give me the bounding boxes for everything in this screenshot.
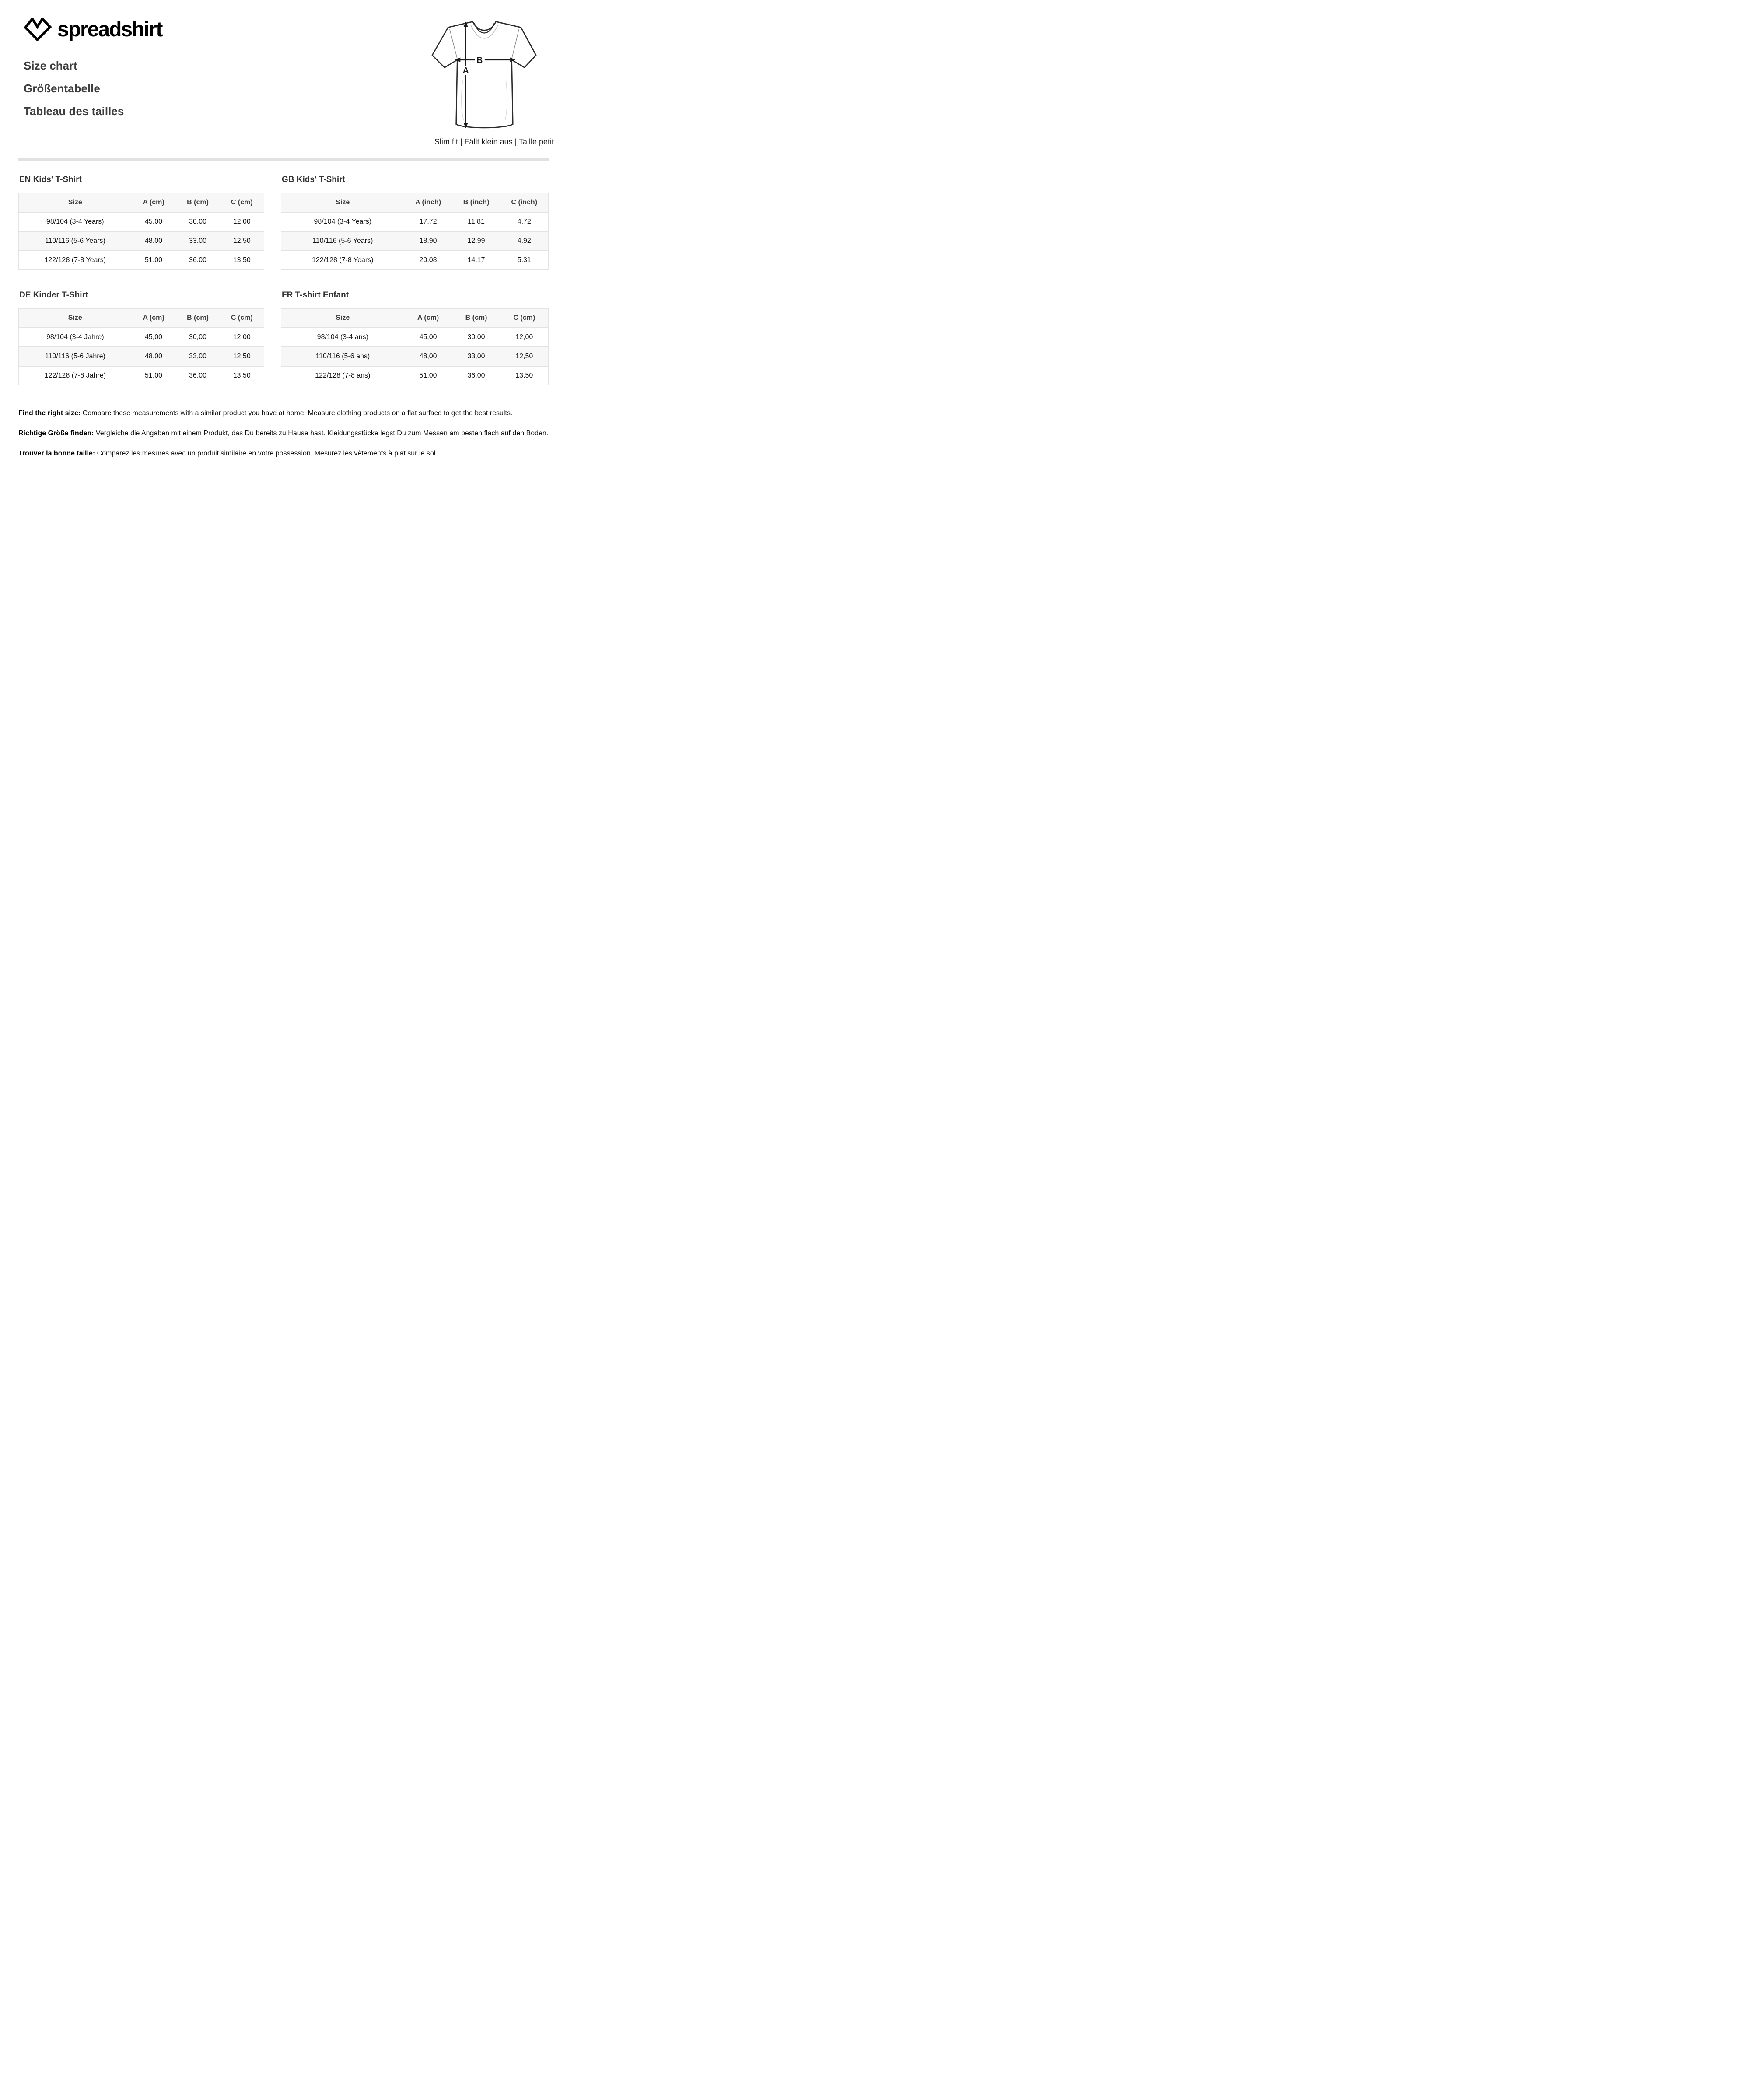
note-fr bbox=[18, 448, 549, 459]
page-title-de: Größentabelle bbox=[24, 82, 100, 95]
note-fr-text: Comparez les mesures avec un produit similaire en votre possession. Mesurez les vêtements à plat sur le sol. bbox=[95, 450, 438, 457]
section-gb bbox=[281, 175, 549, 270]
table-header-row bbox=[19, 193, 264, 213]
section-title-fr: FR T-shirt Enfant bbox=[282, 290, 349, 300]
brand-logo bbox=[24, 18, 162, 41]
note-de-text: Vergleiche die Angaben mit einem Produkt, das Du bereits zu Hause hast. Kleidungsstücke legst Du zum Messen am besten flach auf den Boden. bbox=[94, 430, 549, 437]
size-tables-grid bbox=[18, 175, 549, 385]
col-c: C (cm) bbox=[220, 193, 264, 213]
col-b: B (inch) bbox=[452, 193, 500, 213]
table-row: 122/128 (7-8 Jahre) 51,00 36,00 13,50 bbox=[19, 366, 264, 385]
col-b: B (cm) bbox=[176, 193, 220, 213]
col-b: B (cm) bbox=[452, 309, 500, 328]
size-table-de bbox=[18, 308, 264, 385]
size-table-fr bbox=[281, 308, 549, 385]
section-title-en: EN Kids' T-Shirt bbox=[19, 175, 82, 184]
note-fr-lead: Trouver la bonne taille: bbox=[18, 450, 95, 457]
diagram-label-b: B bbox=[476, 55, 483, 65]
table-header-row bbox=[281, 193, 549, 213]
table-row: 110/116 (5-6 ans) 48,00 33,00 12,50 bbox=[281, 347, 549, 366]
section-title-de: DE Kinder T-Shirt bbox=[19, 290, 88, 300]
section-en bbox=[18, 175, 264, 270]
fit-note: Slim fit | Fällt klein aus | Taille petit bbox=[434, 137, 554, 146]
table-row: 122/128 (7-8 Years) 20.08 14.17 5.31 bbox=[281, 251, 549, 270]
size-table-gb bbox=[281, 193, 549, 270]
measuring-notes bbox=[18, 408, 549, 459]
col-size: Size bbox=[19, 309, 132, 328]
diagram-label-a: A bbox=[462, 66, 469, 76]
col-size: Size bbox=[281, 193, 404, 213]
header-divider bbox=[18, 158, 549, 161]
table-header-row bbox=[19, 309, 264, 328]
col-a: A (cm) bbox=[404, 309, 452, 328]
col-c: C (inch) bbox=[500, 193, 549, 213]
section-de bbox=[18, 290, 264, 385]
spreadshirt-heart-icon bbox=[24, 18, 52, 41]
table-row: 98/104 (3-4 Jahre) 45,00 30,00 12,00 bbox=[46, 333, 251, 341]
table-row: 110/116 (5-6 Years) 48.00 33.00 12.50 bbox=[19, 231, 264, 251]
note-en-text: Compare these measurements with a similar product you have at home. Measure clothing products on a flat surface to get the best results. bbox=[80, 410, 513, 417]
section-title-gb: GB Kids' T-Shirt bbox=[282, 175, 345, 184]
note-de-lead: Richtige Größe finden: bbox=[18, 430, 94, 437]
col-a: A (inch) bbox=[404, 193, 452, 213]
table-row: 98/104 (3-4 Years) 45.00 30.00 12.00 bbox=[46, 218, 251, 225]
page-title-fr: Tableau des tailles bbox=[24, 105, 124, 118]
table-row: 110/116 (5-6 Jahre) 48,00 33,00 12,50 bbox=[19, 347, 264, 366]
col-a: A (cm) bbox=[132, 193, 176, 213]
page-title bbox=[24, 54, 124, 122]
brand-wordmark: spreadshirt bbox=[57, 18, 162, 41]
table-header-row bbox=[281, 309, 549, 328]
section-fr bbox=[281, 290, 549, 385]
tshirt-measurement-diagram bbox=[426, 17, 542, 144]
note-de bbox=[18, 428, 549, 439]
page-header bbox=[0, 0, 567, 158]
col-c: C (cm) bbox=[500, 309, 549, 328]
table-row: 122/128 (7-8 ans) 51,00 36,00 13,50 bbox=[281, 366, 549, 385]
col-size: Size bbox=[281, 309, 404, 328]
note-en-lead: Find the right size: bbox=[18, 410, 81, 417]
col-c: C (cm) bbox=[220, 309, 264, 328]
page-title-en: Size chart bbox=[24, 59, 77, 72]
table-row: 110/116 (5-6 Years) 18.90 12.99 4.92 bbox=[281, 231, 549, 251]
col-a: A (cm) bbox=[132, 309, 176, 328]
col-b: B (cm) bbox=[176, 309, 220, 328]
table-row: 98/104 (3-4 ans) 45,00 30,00 12,00 bbox=[317, 333, 533, 341]
table-row: 98/104 (3-4 Years) 17.72 11.81 4.72 bbox=[314, 218, 531, 225]
size-table-en bbox=[18, 193, 264, 270]
main-content bbox=[0, 175, 567, 459]
note-en bbox=[18, 408, 549, 419]
tshirt-diagram-figure bbox=[426, 17, 542, 144]
table-row: 122/128 (7-8 Years) 51.00 36.00 13.50 bbox=[19, 251, 264, 270]
col-size: Size bbox=[19, 193, 132, 213]
